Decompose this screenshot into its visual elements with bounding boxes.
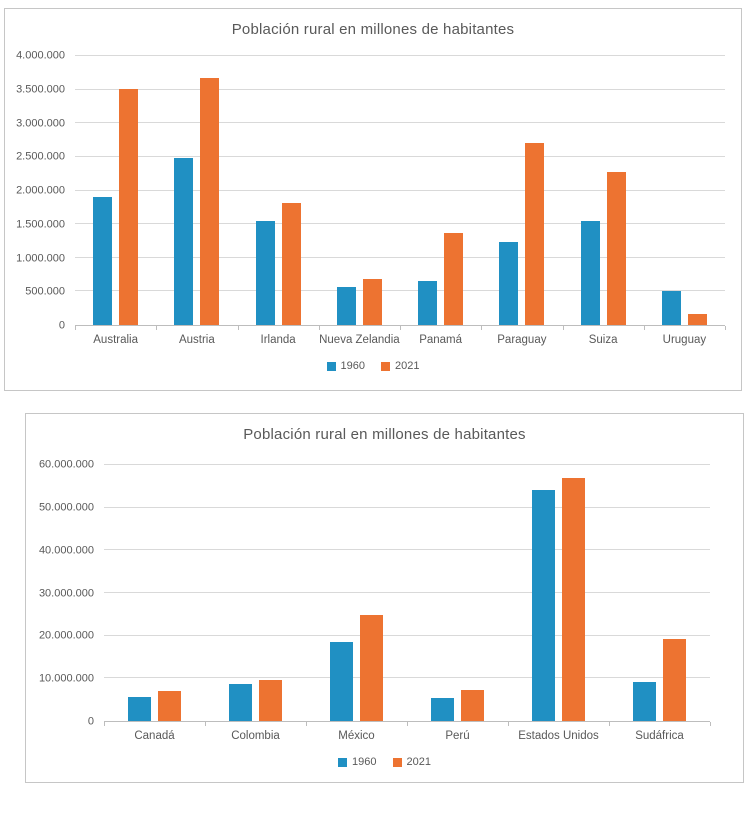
bar-groups xyxy=(104,465,710,721)
y-tick-label: 500.000 xyxy=(25,285,65,298)
y-tick-label: 0 xyxy=(87,715,94,728)
category-group-nueva-zelandia xyxy=(319,56,400,325)
y-tick-label: 20.000.000 xyxy=(38,629,94,642)
y-tick-label: 4.000.000 xyxy=(16,49,65,62)
y-axis xyxy=(5,49,75,332)
legend-swatch-1960-icon xyxy=(338,758,347,767)
x-axis-label-row xyxy=(26,722,743,743)
bar-1960-colombia xyxy=(229,684,252,721)
category-group-uruguay xyxy=(644,56,725,325)
category-group-suiza xyxy=(563,56,644,325)
x-axis-label-mexico: México xyxy=(338,730,375,742)
y-tick-label: 30.000.000 xyxy=(38,587,94,599)
legend-item-1960 xyxy=(327,360,365,372)
bar-1960-paraguay xyxy=(499,242,518,325)
y-tick-label: 1.000.000 xyxy=(16,252,65,264)
x-axis-label-uruguay: Uruguay xyxy=(662,334,707,346)
category-group-estados-unidos xyxy=(508,465,609,721)
legend-item-2021 xyxy=(393,756,431,768)
x-axis-tick xyxy=(238,326,239,330)
bar-1960-nueva-zelandia xyxy=(337,287,356,325)
bar-2021-uruguay xyxy=(688,314,707,325)
legend-swatch-2021-icon xyxy=(393,758,402,767)
bar-2021-sudafrica xyxy=(663,639,686,721)
category-group-paraguay xyxy=(481,56,562,325)
y-tick-label: 50.000.000 xyxy=(38,501,94,514)
x-axis-label-nueva-zelandia: Nueva Zelandia xyxy=(319,334,400,346)
x-axis-tick xyxy=(508,722,509,726)
chart-area xyxy=(5,49,741,332)
x-axis-label-austria: Austria xyxy=(178,334,215,346)
bar-1960-irlanda xyxy=(256,221,275,325)
y-tick-label: 10.000.000 xyxy=(38,672,94,685)
bar-1960-suiza xyxy=(581,221,600,325)
chart-title: Población rural en millones de habitantes xyxy=(231,21,515,38)
bar-2021-suiza xyxy=(607,172,626,325)
legend xyxy=(5,360,741,372)
bar-2021-peru xyxy=(461,690,484,721)
x-axis-label-australia: Australia xyxy=(93,334,138,346)
legend-label-2021: 2021 xyxy=(406,756,431,768)
bar-1960-sudafrica xyxy=(633,682,656,721)
bar-1960-panama xyxy=(418,281,437,325)
x-axis-tick xyxy=(710,722,711,726)
x-axis-label-estados-unidos: Estados Unidos xyxy=(518,730,599,742)
category-group-colombia xyxy=(205,465,306,721)
bar-2021-nueva-zelandia xyxy=(363,279,382,325)
category-group-australia xyxy=(75,56,156,325)
x-axis-tick xyxy=(319,326,320,330)
x-axis-tick xyxy=(156,326,157,330)
y-tick-label: 0 xyxy=(58,319,65,332)
y-tick-label: 40.000.000 xyxy=(38,544,94,557)
x-axis-tick xyxy=(75,326,76,330)
x-axis-tick xyxy=(407,722,408,726)
bar-2021-canada xyxy=(158,691,181,721)
legend-item-1960 xyxy=(338,756,376,768)
y-tick-label: 3.500.000 xyxy=(16,83,65,96)
category-group-panama xyxy=(400,56,481,325)
y-tick-label: 60.000.000 xyxy=(38,458,94,471)
x-axis-tick xyxy=(400,326,401,330)
bar-2021-estados-unidos xyxy=(562,478,585,721)
x-axis-tick xyxy=(644,326,645,330)
legend-swatch-1960-icon xyxy=(327,362,336,371)
y-tick-label: 1.500.000 xyxy=(16,218,65,231)
x-axis-label-row xyxy=(5,326,741,347)
category-group-mexico xyxy=(306,465,407,721)
x-axis-label-peru: Perú xyxy=(445,730,470,742)
x-axis-label-panama: Panamá xyxy=(419,334,463,346)
y-tick-label: 2.500.000 xyxy=(16,150,65,163)
x-axis-label-colombia: Colombia xyxy=(231,730,280,742)
chart-panel-bottom xyxy=(25,413,744,783)
bar-2021-panama xyxy=(444,233,463,325)
bar-1960-peru xyxy=(431,698,454,721)
bar-1960-estados-unidos xyxy=(532,490,555,721)
bar-1960-australia xyxy=(93,197,112,325)
chart-title: Población rural en millones de habitantes xyxy=(243,426,526,443)
bar-1960-canada xyxy=(128,697,151,721)
y-tick-label: 2.000.000 xyxy=(16,184,65,197)
bar-2021-australia xyxy=(119,89,138,325)
x-axis-tick xyxy=(306,722,307,726)
chart-area xyxy=(26,458,743,728)
plot-area xyxy=(75,56,725,326)
category-group-sudafrica xyxy=(609,465,710,721)
category-group-canada xyxy=(104,465,205,721)
x-axis-tick xyxy=(725,326,726,330)
category-group-peru xyxy=(407,465,508,721)
category-group-irlanda xyxy=(238,56,319,325)
bar-1960-uruguay xyxy=(662,291,681,325)
bar-2021-colombia xyxy=(259,680,282,721)
x-axis-tick xyxy=(205,722,206,726)
bar-2021-mexico xyxy=(360,615,383,721)
y-axis xyxy=(26,458,104,728)
x-axis-label-paraguay: Paraguay xyxy=(497,334,547,346)
legend-label-1960: 1960 xyxy=(352,756,377,768)
bar-2021-irlanda xyxy=(282,203,301,325)
bar-1960-austria xyxy=(174,158,193,325)
legend-label-1960: 1960 xyxy=(340,360,365,372)
x-axis-tick xyxy=(104,722,105,726)
bar-2021-austria xyxy=(200,78,219,325)
x-axis-tick xyxy=(481,326,482,330)
bar-1960-mexico xyxy=(330,642,353,721)
bar-2021-paraguay xyxy=(525,143,544,325)
legend-item-2021 xyxy=(381,360,419,372)
category-group-austria xyxy=(156,56,237,325)
x-axis-tick xyxy=(609,722,610,726)
chart-panel-top xyxy=(4,8,742,391)
legend-label-2021: 2021 xyxy=(395,360,420,372)
bar-groups xyxy=(75,56,725,325)
plot-area xyxy=(104,465,710,722)
x-axis-label-canada: Canadá xyxy=(134,730,175,742)
y-tick-label: 3.000.000 xyxy=(16,117,65,129)
x-axis-label-suiza: Suiza xyxy=(588,334,618,346)
legend xyxy=(26,756,743,768)
x-axis-label-sudafrica: Sudáfrica xyxy=(635,730,684,742)
x-axis-label-irlanda: Irlanda xyxy=(260,334,296,346)
x-axis-tick xyxy=(563,326,564,330)
legend-swatch-2021-icon xyxy=(381,362,390,371)
